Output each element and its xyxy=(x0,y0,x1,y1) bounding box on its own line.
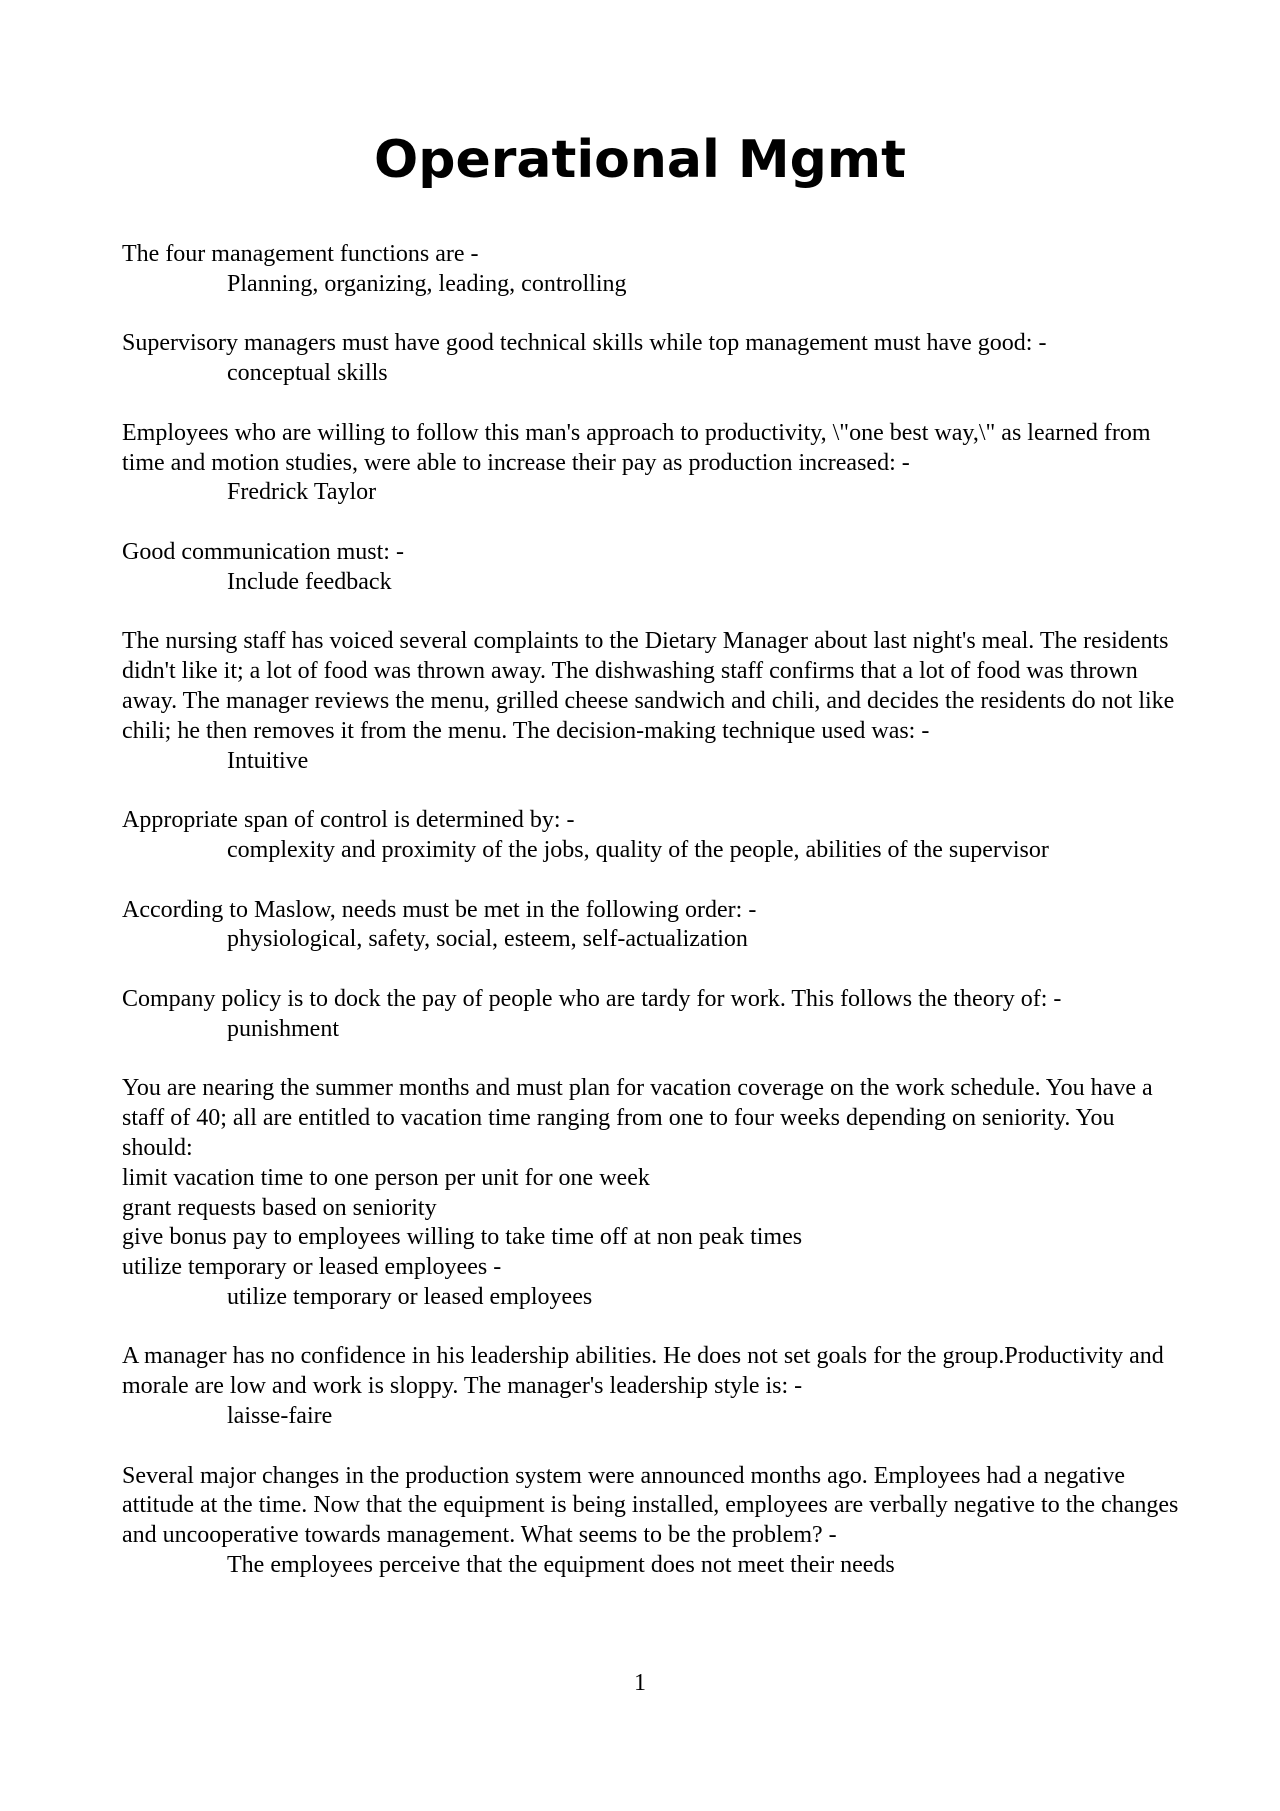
question-text: According to Maslow, needs must be met in the following order: - xyxy=(122,896,757,923)
answer-text: Planning, organizing, leading, controlling xyxy=(227,270,627,297)
answer-text: punishment xyxy=(227,1015,339,1042)
question-text: A manager has no confidence in his leadership abilities. He does not set goals for the group.Productivity and morale are low and work is sloppy. The manager's leadership style is: - xyxy=(122,1343,1170,1400)
qa-item xyxy=(122,1462,1185,1581)
qa-item xyxy=(122,419,1182,508)
qa-item xyxy=(122,329,1182,389)
qa-item xyxy=(122,1342,1182,1431)
page-number: 1 xyxy=(634,1670,646,1696)
question-text: The four management functions are - xyxy=(122,241,479,267)
question-text: Several major changes in the production system were announced months ago. Employees had a negative attitude at the time. Now that the equipment is being installed, employees are verbally negative to the changes and uncooperative towards management. What seems to be the problem? - xyxy=(122,1462,1185,1549)
question-text: The nursing staff has voiced several complaints to the Dietary Manager about last night's meal. The residents didn't like it; a lot of food was thrown away. The dishwashing staff confirms that a lot of food was thrown away. The manager reviews the menu, grilled cheese sandwich and chili, and decides the residents do not like chili; he then removes it from the menu. The decision-making technique used was: - xyxy=(122,628,1181,744)
answer-text: Intuitive xyxy=(227,747,309,774)
answer-text: physiological, safety, social, esteem, self-actualization xyxy=(227,926,748,953)
qa-item xyxy=(122,896,1182,956)
question-text: Company policy is to dock the pay of people who are tardy for work. This follows the theory of: - xyxy=(122,985,1062,1012)
qa-item xyxy=(122,1074,1182,1312)
question-text: Appropriate span of control is determined by: - xyxy=(122,807,575,834)
qa-item xyxy=(122,985,1182,1045)
page-title: Operational Mgmt xyxy=(374,130,906,190)
answer-text: utilize temporary or leased employees xyxy=(227,1283,593,1310)
qa-item xyxy=(122,627,1182,776)
answer-text: conceptual skills xyxy=(227,360,388,387)
question-text: Good communication must: - xyxy=(122,538,404,565)
question-text: You are nearing the summer months and must plan for vacation coverage on the work schedule. You have a staff of 40; all are entitled to vacation time ranging from one to four weeks depending on seniority. You should: limit vacation time to one person per unit for one week grant requests based on seniority give bonus pay to employees willing to take time off at non peak times utilize temporary or leased employees - xyxy=(122,1075,1153,1281)
answer-text: Include feedback xyxy=(227,568,392,595)
answer-text: The employees perceive that the equipment does not meet their needs xyxy=(227,1552,895,1579)
qa-item xyxy=(122,240,1182,300)
answer-text: complexity and proximity of the jobs, quality of the people, abilities of the supervisor xyxy=(227,836,1049,863)
question-text: Employees who are willing to follow this man's approach to productivity, \"one best way,\" as learned from time and motion studies, were able to increase their pay as production increased: - xyxy=(122,419,1157,476)
question-text: Supervisory managers must have good technical skills while top management must have good: - xyxy=(122,330,1047,357)
qa-list xyxy=(122,240,1185,1611)
answer-text: laisse-faire xyxy=(227,1403,333,1430)
qa-item xyxy=(122,538,1182,598)
answer-text: Fredrick Taylor xyxy=(227,479,377,506)
qa-item xyxy=(122,806,1182,866)
